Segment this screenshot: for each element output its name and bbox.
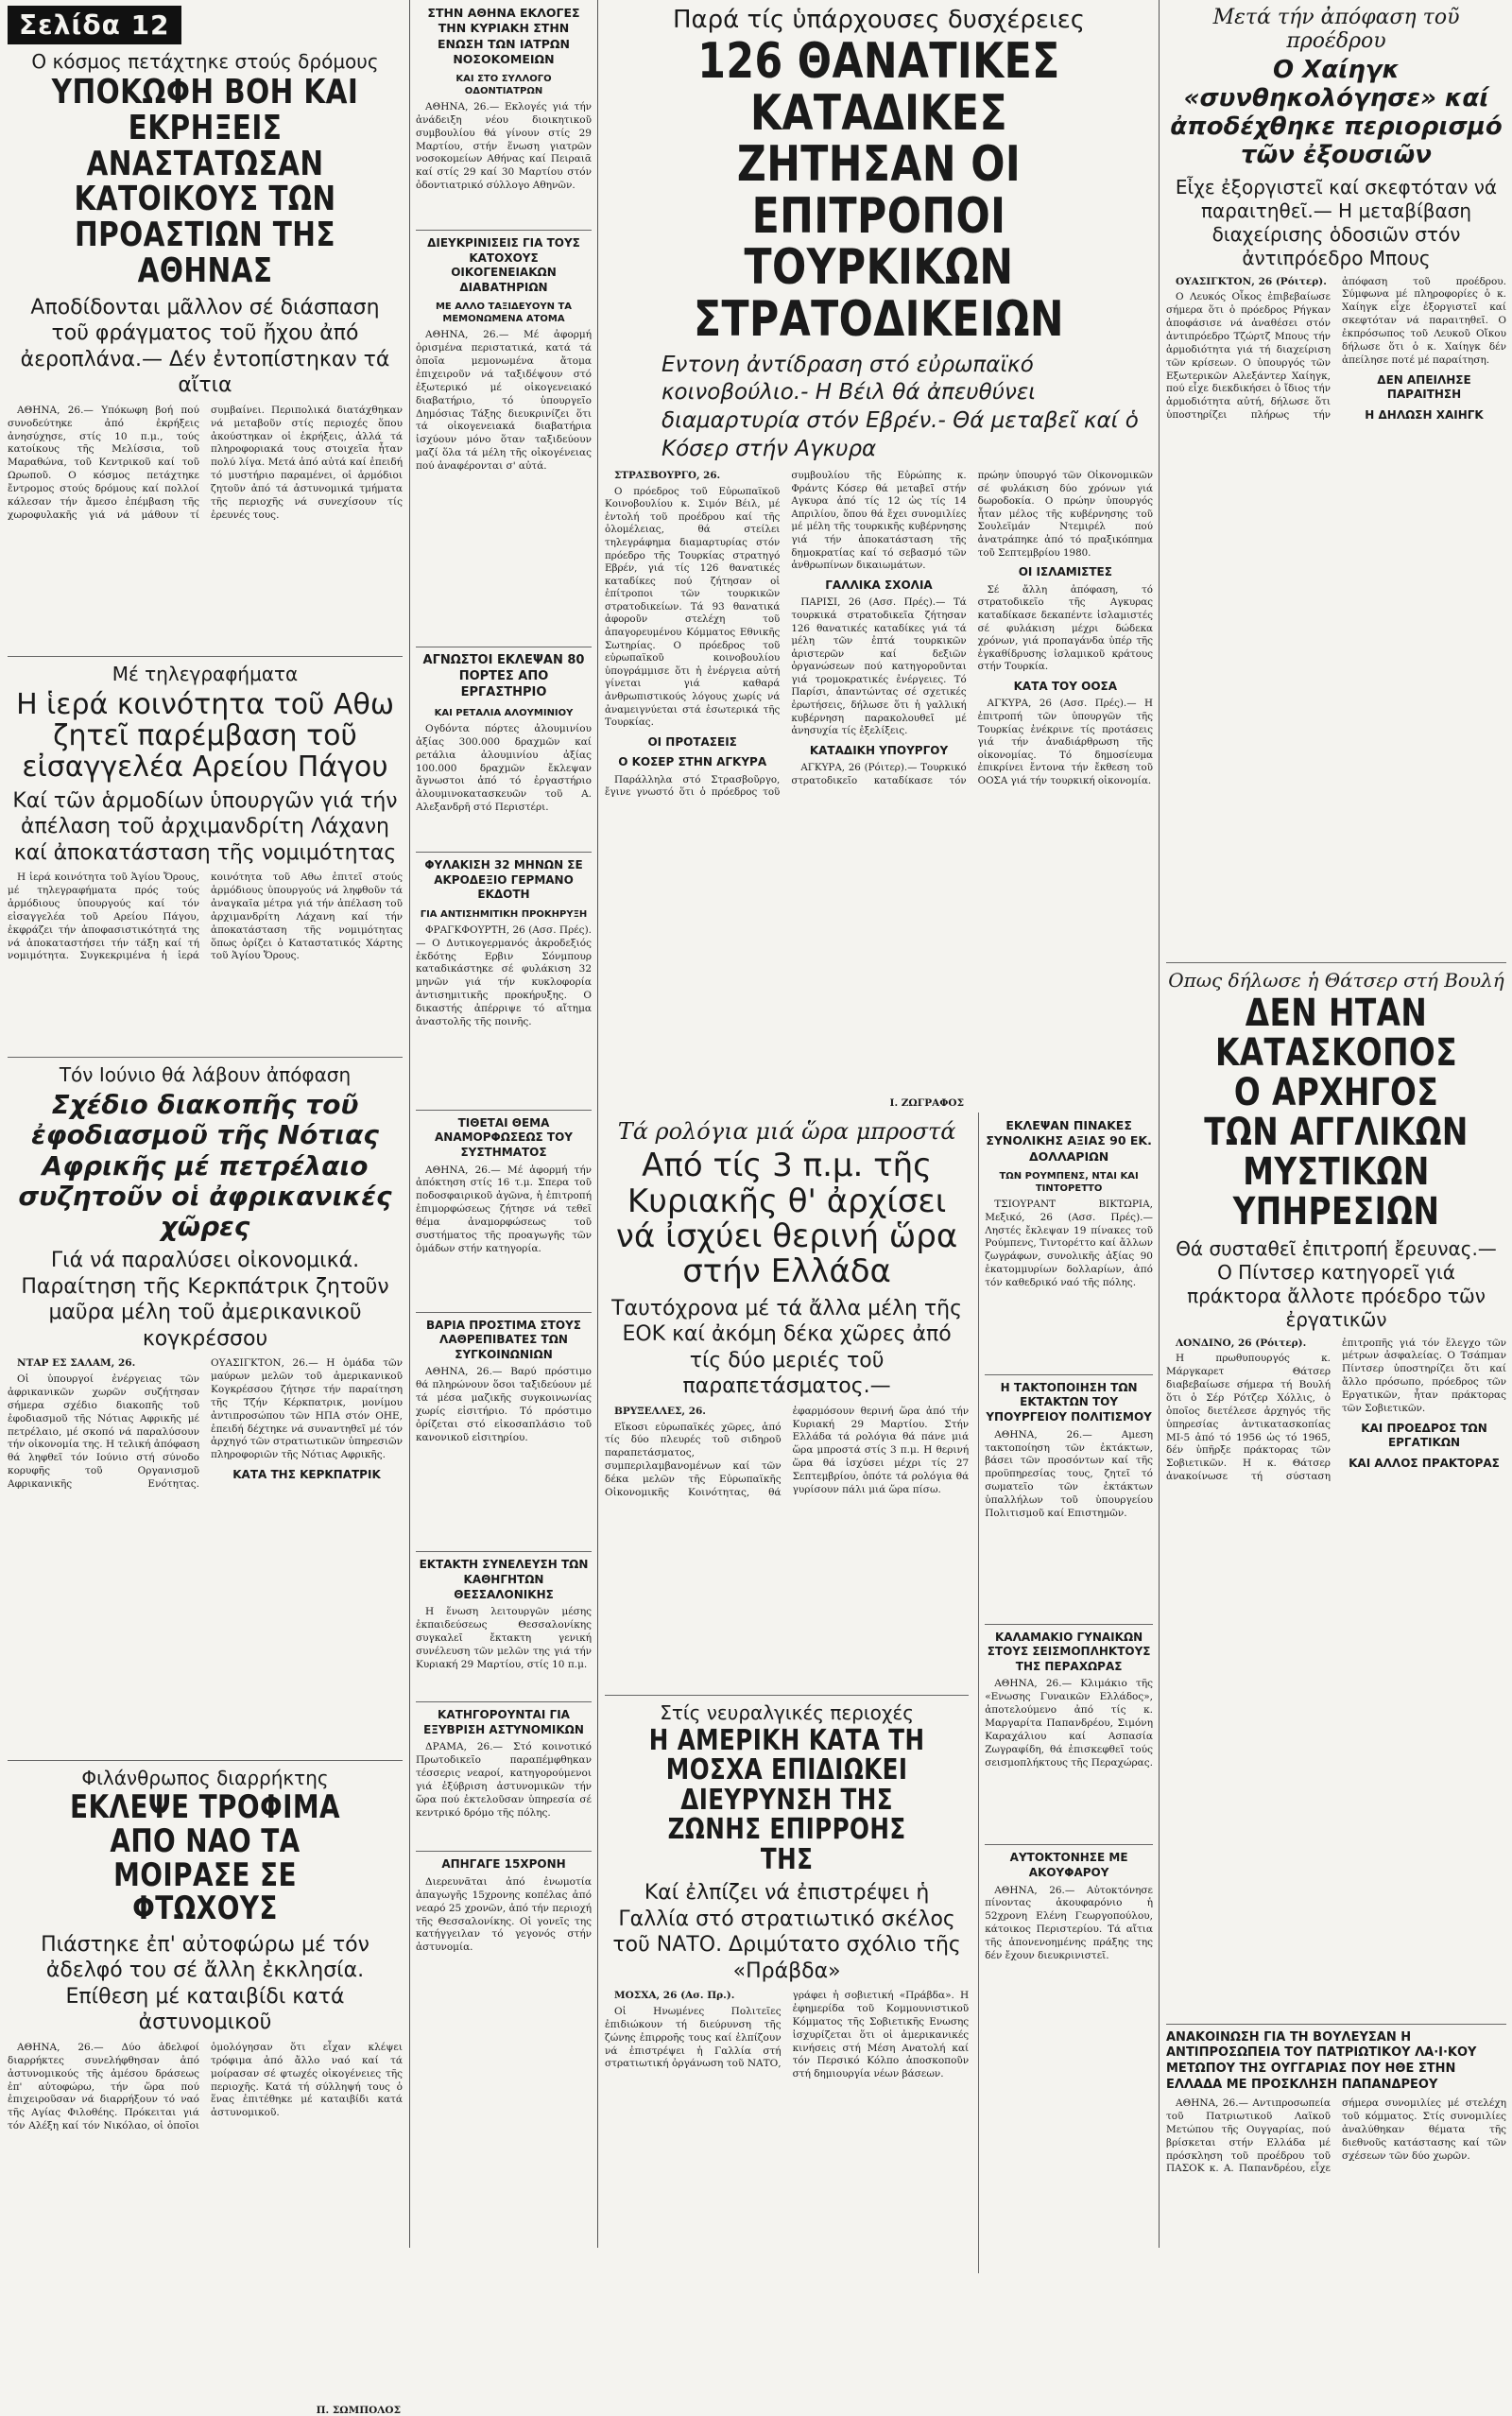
article-body-text: ΠΑΡΙΣΙ, 26 (Ασσ. Πρές).— Τά τουρκικά στρατοδικεῖα ζήτησαν 126 θανατικές καταδίκες γιά τά μέλη τῶν ἐπτά τουρκικῶν ἀριστερῶν καί δεξιῶν ὀργανώσεων πού κατηγοροῦνται γιά τρομοκρατικές ἐνέργειες. Τό Παρίσι, ἀπαντώντας σέ σχετικές ἐρωτήσεις, δήλωσε ὅτι ἡ γαλλική κυβέρνηση παρακολουθεῖ μέ ἀνησυχία τίς ἐξελίξεις. (791, 596, 967, 737)
article-kicker: Μετά τήν ἀπόφαση τοῦ προέδρου (1212, 6, 1460, 53)
article-headline: 126 ΘΑΝΑΤΙΚΕΣ ΚΑΤΑΔΙΚΕΣ ΖΗΤΗΣΑΝ ΟΙ ΕΠΙΤΡΟΠΟΙ ΤΟΥΡΚΙΚΩΝ ΣΤΡΑΤΟΔΙΚΕΙΩΝ (694, 33, 1064, 348)
brief-body-text: ΤΣΙΟΥΡΑΝΤ ΒΙΚΤΩΡΙΑ, Μεξικό, 26 (Ασσ. Πρές).— Ληστές ἔκλεψαν 19 πίνακες τοῦ Ρούμπενς, Τιντορέττο καί ἄλλων ζωγράφων, συνολικῆς ἀξίας 90 ἑκατομμυρίων δολλαρίων, ἀπό τόν καθεδρικό ναό τῆς πόλης. (985, 1198, 1153, 1289)
brief-subhead: ΚΑΙ ΣΤΟ ΣΥΛΛΟΓΟ ΟΔΟΝΤΙΑΤΡΩΝ (455, 74, 552, 96)
brief-body (416, 1165, 592, 1306)
article-headline: Από τίς 3 π.μ. τῆς Κυριακῆς θ' ἀρχίσει νά ἰσχύει θερινή ὥρα στήν Ελλάδα (615, 1147, 958, 1291)
article-deck: Εντονη ἀντίδραση στό εὐρωπαϊκό κοινοβούλιο.- Η Βέιλ θά ἀπευθύνει διαμαρτυρία στόν Εβρέν.- Θά μεταβεῖ καί ὁ Κόσερ στήν Αγκυρα (662, 352, 1139, 462)
brief-body (416, 1366, 592, 1545)
article-deck: Θά συσταθεῖ ἐπιτροπή ἔρευνας.— Ο Πίντσερ κατηγορεῖ γιά πράκτορα ἄλλοτε πρόεδρο τῶν ἐργατικῶν (1176, 1236, 1497, 1331)
brief-body-text: Διερευνᾶται ἀπό ἐνωμοτία ἀπαγωγῆς 15χρονης κοπέλας ἀπό νεαρό 25 χρονῶν, ἀπό τήν περιοχή τῆς Θεσσαλονίκης. Οἱ γονεῖς της κατήγγειλαν τό γεγονός στήν ἀστυνομία. (416, 1875, 592, 1954)
article-headline: ΔΕΝ ΗΤΑΝ ΚΑΤΑΣΚΟΠΟΣ Ο ΑΡΧΗΓΟΣ ΤΩΝ ΑΓΓΛΙΚΩΝ ΜΥΣΤΙΚΩΝ ΥΠΗΡΕΣΙΩΝ (1204, 991, 1469, 1234)
article-subhead: ΟΙ ΙΣΛΑΜΙΣΤΕΣ (1018, 565, 1112, 579)
article-body (1166, 1337, 1506, 2018)
article-turkish-death-sentences (605, 6, 1153, 1109)
brief-body-text: Η ἕνωση λειτουργῶν μέσης ἐκπαιδεύσεως Θεσσαλονίκης συγκαλεῖ ἔκτακτη γενική συνέλευση τῶν μελῶν της γιά τήν Κυριακή 29 Μαρτίου, στίς 10 π.μ. (416, 1606, 592, 1670)
article-subhead: ΚΑΤΑΔΙΚΗ ΥΠΟΥΡΓΟΥ (809, 743, 949, 757)
brief-headline: ΤΙΘΕΤΑΙ ΘΕΜΑ ΑΝΑΜΟΡΦΩΣΕΩΣ ΤΟΥ ΣΥΣΤΗΜΑΤΟΣ (434, 1115, 573, 1160)
article-body (1166, 2097, 1506, 2381)
article-headline: Ο Χαίηγκ «συνθηκολόγησε» καί ἀποδέχθηκε περιορισμό τῶν ἐξουσιῶν (1170, 56, 1503, 169)
brief-headline: ΣΤΗΝ ΑΘΗΝΑ ΕΚΛΟΓΕΣ ΤΗΝ ΚΥΡΙΑΚΗ ΣΤΗΝ ΕΝΩΣΗ ΤΩΝ ΙΑΤΡΩΝ ΝΟΣΟΚΟΜΕΙΩΝ (427, 6, 580, 66)
article-dateline: ΟΥΑΣΙΓΚΤΟΝ, 26 (Ρόιτερ). (1176, 275, 1327, 287)
brief-headline: ΚΑΤΗΓΟΡΟΥΝΤΑΙ ΓΙΑ ΕΞΥΒΡΙΣΗ ΑΣΤΥΝΟΜΙΚΩΝ (423, 1708, 584, 1736)
brief-body-text: ΑΘΗΝΑ, 26.— Αὐτοκτόνησε πίνοντας ἀκουφαρόνιο ἡ 52χρονη Ελένη Γεωργοπούλου, κάτοικος Περιστερίου. Τά αἴτια τῆς ἀπονενοημένης πράξης της δέν ἔχουν διευκρινιστεῖ. (985, 1884, 1153, 1961)
article-subhead: ΚΑΙ ΑΛΛΟΣ ΠΡΑΚΤΟΡΑΣ (1349, 1456, 1500, 1470)
article-subhead: ΚΑΙ ΠΡΟΕΔΡΟΣ ΤΩΝ ΕΡΓΑΤΙΚΩΝ (1361, 1421, 1487, 1450)
brief-body (416, 329, 592, 641)
lower-left-stories (605, 1113, 969, 2273)
article-subhead: ΚΑΤΑ ΤΟΥ ΟΟΣΑ (1013, 679, 1118, 693)
article-body-text: ΑΓΚΥΡΑ, 26 (Ρόιτερ).— Τουρκικό στρατοδικεῖο καταδίκασε τόν πρώην ὑπουργό τῶν Οἰκονομικῶν σέ φυλάκιση δύο χρόνων γιά δωροδοκία. Ο πρώην ὑπουργός ἦταν μέλος τῆς κυβέρνησης τοῦ Σουλεϊμάν Ντεμιρέλ πού ἀνατράπηκε ἀπό τό πραξικόπημα τοῦ Σεπτεμβρίου 1980. (791, 470, 1153, 786)
brief-headline: ΑΓΝΩΣΤΟΙ ΕΚΛΕΨΑΝ 80 ΠΟΡΤΕΣ ΑΠΟ ΕΡΓΑΣΤΗΡΙΟ (422, 653, 585, 700)
brief-subhead: ΓΙΑ ΑΝΤΙΣΗΜΙΤΙΚΗ ΠΡΟΚΗΡΥΞΗ (420, 908, 588, 920)
page-number-label: Σελίδα 12 (8, 6, 181, 44)
brief-headline: ΑΠΗΓΑΓΕ 15ΧΡΟΝΗ (441, 1857, 566, 1872)
article-subhead: Ο ΚΟΣΕΡ ΣΤΗΝ ΑΓΚΥΡΑ (618, 755, 767, 769)
article-body-text: Η πρωθυπουργός κ. Μάργκαρετ Θάτσερ διαβεβαίωσε σήμερα τή Βουλή ὅτι ὁ Σέρ Ρότζερ Χόλλις, ὁ ὁποῖος διετέλεσε ἀρχηγός τῆς ὑπηρεσίας ἀντικατασκοπίας ΜΙ-5 ἀπό τό 1956 ὡς τό 1965, δέν ὑπῆρξε πράκτορας τῶν Σοβιετικῶν. Η κ. Θάτσερ ἀνακοίνωσε τή σύσταση ἐπιτροπῆς γιά τόν ἔλεγχο τῶν μέτρων ἀσφαλείας. Ο Τσάπμαν Πίντσερ ὑποστηρίζει ὅτι καί ἄλλο πρόσωπο, πρόεδρος τῶν Εργατικῶν, ἦταν πράκτορας τῶν Σοβιετικῶν. (1166, 1337, 1506, 1483)
article-body-text: Η ἱερά κοινότητα τοῦ Ἁγίου Ὄρους, μέ τηλεγραφήματα πρός τούς ἁρμόδιους ὑπουργούς καί τόν εἰσαγγελέα τοῦ Αρείου Πάγου, ἐκφράζει τήν ἀποφασιστικότητά της νά ἀποκαταστήσει τήν τάξη καί τή νομιμότητα. Συγκεκριμένα ἡ ἱερά κοινότητα τοῦ Αθω ἐπιτεῖ στούς ἁρμόδιους ὑπουργούς νά ληφθοῦν τά ἀναγκαῖα μέτρα γιά τήν ἀπέλαση τοῦ ἀρχιμανδρίτη Λάχανη καί τήν ἀποκατάσταση τῆς νομιμότητας ὅπως ὁρίζει ὁ Καταστατικός Χάρτης τοῦ Ἁγίου Ὄρους. (8, 871, 403, 962)
article-kicker: Παρά τίς ὑπάρχουσες δυσχέρειες (672, 6, 1086, 34)
article-kicker: Οπως δήλωσε ἡ Θάτσερ στή Βουλή (1168, 968, 1504, 992)
article-body (1166, 276, 1506, 957)
article-dateline: ΛΟΝΔΙΝΟ, 26 (Ρόιτερ). (1176, 1337, 1307, 1349)
article-headline: ΕΚΛΕΨΕ ΤΡΟΦΙΜΑ ΑΠΟ ΝΑΟ ΤΑ ΜΟΙΡΑΣΕ ΣΕ ΦΤΩΧΟΥΣ (69, 1788, 341, 1928)
brief-subhead: ΜΕ ΑΛΛΟ ΤΑΞΙΔΕΥΟΥΝ ΤΑ ΜΕΜΟΝΩΜΕΝΑ ΑΤΟΜΑ (435, 302, 573, 325)
article-subhead: Η ΔΗΛΩΣΗ ΧΑΙΗΓΚ (1365, 407, 1484, 422)
column-3-4 (605, 0, 1153, 2248)
brief-body-text: Ογδόντα πόρτες ἀλουμινίου ἀξίας 300.000 δραχμῶν καί ρετάλια ἀλουμινίου ἀξίας 100.000 δραχμῶν ἔκλεψαν ἄγνωστοι ἀπό τό ἐργαστήριο ἀλουμινοκατασκευῶν τοῦ Α. Αλεξανδρῆ στό Περιστέρι. (416, 723, 592, 814)
brief-body-text: ΑΘΗΝΑ, 26.— Μέ ἀφορμή ὁρισμένα περιστατικά, κατά τά ὁποῖα μεμονωμένα ἄτομα ἐπιχειροῦν νά ταξιδέψουν στό ἐξωτερικό μέ οἰκογενειακό διαβατήριο, τό ὑπουργεῖο Δημόσιας Τάξης διευκρινίζει ὅτι τά οἰκογενειακά διαβατήρια ἰσχύουν μόνο ὅταν ταξιδεύουν μαζί ὅλα τά μέλη τῆς οἰκογένειας πού ἀναφέρονται σ' αὐτά. (416, 329, 592, 472)
article-body-text: Οἱ Ηνωμένες Πολιτεῖες ἐπιδιώκουν τή διεύρυνση τῆς ζώνης ἐπιρροῆς τους καί ἐλπίζουν νά ἐπιστρέψει ἡ Γαλλία στή στρατιωτική ὀργάνωση τοῦ ΝΑΤΟ, γράφει ἡ σοβιετική «Πράβδα». Η ἐφημερίδα τοῦ Κομμουνιστικοῦ Κόμματος τῆς Σοβιετικῆς Ενωσης ἰσχυρίζεται ὅτι οἱ ἀμερικανικές κινήσεις στή Μέση Ανατολή καί τόν Περσικό Κόλπο ἀποσκοποῦν στή δημιουργία νέων βάσεων. (605, 1990, 970, 2080)
brief-body (985, 1678, 1153, 1838)
article-haig (1166, 6, 1506, 957)
brief-body-text: ΑΘΗΝΑ, 26.— Κλιμάκιο τῆς «Ενωσης Γυναικῶν Ελλάδος», ἀποτελούμενο ἀπό τίς κ. Μαργαρίτα Παπανδρέου, Σιμόνη Καραχάλιου καί Ασπασία Ζωγραφίδη, θά ἐπισκεφθεῖ τούς σεισμοπλήκτους τῆς Περαχώρας. (985, 1678, 1153, 1769)
article-body (8, 1357, 403, 1754)
column-5 (1166, 0, 1506, 2248)
brief-body (985, 1199, 1153, 1369)
article-body-text: Ο πρόεδρος τοῦ Εὐρωπαϊκοῦ Κοινοβουλίου κ. Σιμόν Βέιλ, μέ ἐντολή τοῦ προέδρου καί τῆς ὁλομέλειας, θά στείλει τηλεγράφημα διαμαρτυρίας στόν πρόεδρο τῆς Τουρκίας στρατηγό Εβρέν, γιά τίς 126 θανατικές καταδίκες πού ζήτησαν οἱ ἐπίτροποι τῶν τουρκικῶν στρατοδικείων. Τά 93 θανατικά ἀφοροῦν στελέχη τοῦ ἀπαγορευμένου Κόμματος Εθνικῆς Σωτηρίας. Ο πρόεδρος τοῦ εὐρωπαϊκοῦ κοινοβουλίου ὑπογράμμισε ὅτι ἡ ἐνέργεια αὐτή γίνεται γιά καθαρά ἀνθρωπιστικούς λόγους χωρίς νά ἀναμειγνύεται στά ἐσωτερικά τῆς Τουρκίας. (605, 485, 781, 729)
article-body-text: Οἱ ὑπουργοί ἐνέργειας τῶν ἀφρικανικῶν χωρῶν συζήτησαν σήμερα σχέδιο διακοπῆς τοῦ ἐφοδιασμοῦ τῆς Νότιας Αφρικῆς μέ πετρέλαιο, μέ σκοπό νά παραλύσουν τήν οἰκονομία της. Η τελική ἀπόφαση θά ληφθεῖ τόν Ιούνιο στή σύνοδο κορυφῆς τοῦ Οργανισμοῦ Αφρικανικῆς Ενότητας. ΟΥΑΣΙΓΚΤΟΝ, 26.— Η ὁμάδα τῶν μαύρων μελῶν τοῦ ἀμερικανικοῦ Κογκρέσσου ζήτησε τήν παραίτηση τῆς Τζήν Κέρκπατρικ, μονίμου ἀντιπροσώπου τῶν ΗΠΑ στόν ΟΗΕ, ἐπειδή δέχτηκε νά συναντηθεῖ μέ τόν ἀρχηγό τῶν στρατιωτικῶν ὑπηρεσιῶν πληροφοριῶν τῆς Νότιας Αφρικῆς. (8, 1357, 403, 1490)
article-hungary-delegation (1166, 2030, 1506, 2382)
brief-subhead: ΤΩΝ ΡΟΥΜΠΕΝΣ, ΝΤΑΙ ΚΑΙ ΤΙΝΤΟΡΕΤΤΟ (999, 1170, 1139, 1194)
article-body (8, 405, 403, 650)
article-explosions (8, 50, 403, 650)
article-body-text: ΑΘΗΝΑ, 26.— Υπόκωφη βοή πού συνοδεύτηκε ἀπό ἐκρήξεις ἀνησύχησε, στίς 10 π.μ., τούς κατοίκους τῆς Μελίσσια, τοῦ Μαραθώνα, τοῦ Κεντρικοῦ καί τοῦ Ωρωποῦ. Ο κόσμος πετάχτηκε ἔντρομος στούς δρόμους καί πολλοί κάλεσαν τήν ἄμεσο ἐπέμβαση τῆς χωροφυλακῆς γιά νά μάθουν τί συμβαίνει. Περιπολικά διατάχθηκαν νά μεταβοῦν στίς περιοχές ὅπου ἀκούστηκαν οἱ ἐκρήξεις, ἀλλά τά πληροφοριακά τους στοιχεῖα ἦταν πολύ λίγα. Μετά ἀπό αὐτά καί ἐπειδή τό μυστήριο παραμένει, οἱ ἁρμόδιοι ζητοῦν ἀπό τά ἀστυνομικά τμήματα τῆς περιοχῆς νά συνεχίσουν τίς ἐρευνές τους. (8, 404, 403, 521)
article-byline: Ι. ΖΩΓΡΑΦΟΣ (889, 1097, 964, 1110)
article-deck: Γιά νά παραλύσει οἰκονομικά. Παραίτηση τῆς Κερκπάτρικ ζητοῦν μαῦρα μέλη τοῦ ἀμερικανικοῦ κογκρέσσου (21, 1249, 389, 1351)
article-kicker: Στίς νευραλγικές περιοχές (660, 1700, 914, 1724)
article-deck: Αποδίδονται μᾶλλον σέ διάσπαση τοῦ φράγματος τοῦ ἤχου ἀπό ἀεροπλάνα.— Δέν ἐντοπίστηκαν τά αἴτια (20, 295, 390, 398)
article-body-text: Εἴκοσι εὐρωπαϊκές χῶρες, ἀπό τίς δύο πλευρές τοῦ σιδηροῦ παραπετάσματος, συμπεριλαμβανομένων καί τῶν δέκα μελῶν τῆς Εὐρωπαϊκῆς Οἰκονομικῆς Κοινότητας, θά ἐφαρμόσουν θερινή ὥρα ἀπό τήν Κυριακή 29 Μαρτίου. Στήν Ελλάδα τά ρολόγια θά πάνε μιά ὥρα μπροστά στίς 3 π.μ. Η θερινή ὥρα θά ἰσχύσει μέχρι τίς 27 Σεπτεμβρίου, ὁπότε τά ρολόγια θά γυρίσουν πάλι μιά ὥρα πίσω. (605, 1405, 970, 1498)
article-body-text: Παράλληλα στό Στρασβοῦργο, ἔγινε γνωστό ὅτι ὁ πρόεδρος τοῦ συμβουλίου τῆς Εὐρώπης κ. Φράντς Κόσερ θά μεταβεῖ στήν Αγκυρα ἀπό τίς 12 ὡς τίς 14 Απριλίου, ὅπου θά ἔχει συνομιλίες μέ μέλη τῆς τουρκικῆς κυβέρνησης γιά τήν ἀποκατάσταση τῆς δημοκρατίας καί τό σεβασμό τῶν ἀνθρωπίνων δικαιωμάτων. (605, 470, 967, 799)
article-deck: Εἶχε ἐξοργιστεῖ καί σκεφτόταν νά παραιτηθεῖ.— Η μεταβίβαση διαχείρισης ὁδοσιῶν στόν ἀντιπρόεδρο Μπους (1175, 175, 1498, 269)
brief-headline: Η ΤΑΚΤΟΠΟΙΗΣΗ ΤΩΝ ΕΚΤΑΚΤΩΝ ΤΟΥ ΥΠΟΥΡΓΕΙΟΥ ΠΟΛΙΤΙΣΜΟΥ (986, 1380, 1152, 1424)
article-body-text: ΑΓΚΥΡΑ, 26 (Ασσ. Πρές).— Η ἐπιτροπή τῶν ὑπουργῶν τῆς Τουρκίας ἐνέκρινε τίς προτάσεις γιά τήν ἀναδιάρθρωση τῆς οἰκονομίας. Τό δημοσίευμα ἐπικρίνει ἔντονα τήν ἔκθεση τοῦ ΟΟΣΑ γιά τήν τουρκική οἰκονομία. (977, 698, 1153, 786)
article-body (8, 2042, 403, 2401)
brief-body (416, 1741, 592, 1845)
article-deck: Καί τῶν ἁρμοδίων ὑπουργῶν γιά τήν ἀπέλαση τοῦ ἀρχιμανδρίτη Λάχανη καί ἀποκατάσταση τῆς νομιμότητας (12, 788, 398, 865)
brief-headline: ΕΚΛΕΨΑΝ ΠΙΝΑΚΕΣ ΣΥΝΟΛΙΚΗΣ ΑΞΙΑΣ 90 ΕΚ. ΔΟΛΛΑΡΙΩΝ (986, 1118, 1152, 1164)
article-thatcher-spy (1166, 969, 1506, 2018)
brief-headline: ΔΙΕΥΚΡΙΝΙΣΕΙΣ ΓΙΑ ΤΟΥΣ ΚΑΤΟΧΟΥΣ ΟΙΚΟΓΕΝΕΙΑΚΩΝ ΔΙΑΒΑΤΗΡΙΩΝ (427, 236, 580, 294)
article-dateline: ΒΡΥΞΕΛΛΕΣ, 26. (614, 1405, 706, 1417)
brief-headline: ΕΚΤΑΚΤΗ ΣΥΝΕΛΕΥΣΗ ΤΩΝ ΚΑΘΗΓΗΤΩΝ ΘΕΣΣΑΛΟΝΙΚΗΣ (419, 1558, 589, 1601)
article-deck: Ταυτόχρονα μέ τά ἄλλα μέλη τῆς ΕΟΚ καί ἀκόμη δέκα χῶρες ἀπό τίς δύο μεριές τοῦ παραπετάσματος.— (611, 1296, 963, 1399)
article-headline: ΥΠΟΚΩΦΗ ΒΟΗ ΚΑΙ ΕΚΡΗΞΕΙΣ ΑΝΑΣΤΑΤΩΣΑΝ ΚΑΤΟΙΚΟΥΣ ΤΩΝ ΠΡΟΑΣΤΙΩΝ ΤΗΣ ΑΘΗΝΑΣ (51, 73, 359, 290)
column-2 (416, 0, 592, 2248)
article-body (8, 871, 403, 1051)
brief-headline: ΑΥΤΟΚΤΟΝΗΣΕ ΜΕ ΑΚΟΥΦΑΡΟΥ (1009, 1851, 1128, 1880)
article-mount-athos (8, 663, 403, 1052)
brief-body (985, 1429, 1153, 1618)
article-deck: Πιάστηκε ἐπ' αὐτοφώρω μέ τόν ἀδελφό του σέ ἄλλη ἐκκλησία. Επίθεση μέ καταιβίδι κατά ἀστυνομικοῦ (41, 1932, 369, 2035)
brief-body-text: ΦΡΑΓΚΦΟΥΡΤΗ, 26 (Ασσ. Πρές).— Ο Δυτικογερμανός ἀκροδεξιός ἐκδότης Ερβιν Σόνμπουρ καταδικάστηκε σέ φυλάκιση 32 μηνῶν γιά τήν κυκλοφορία ἀντισημιτικῆς προκήρυξης. Ο δικαστής ἀπέρριψε τό αἴτημα ἀναστολῆς τῆς ποινῆς. (416, 923, 592, 1027)
article-philanthropic-burglar (8, 1767, 403, 2416)
article-body-text: Σέ ἄλλη ἀπόφαση, τό στρατοδικεῖο τῆς Αγκυρας καταδίκασε δεκαπέντε ἰσλαμιστές σέ φυλάκιση μέχρι δώδεκα χρόνων, γιά προπαγάνδα ὑπέρ τῆς ἐγκαθίδρυσης ἰσλαμικοῦ κράτους στήν Τουρκία. (977, 583, 1153, 673)
article-headline: Η ἱερά κοινότητα τοῦ Αθω ζητεῖ παρέμβαση τοῦ εἰσαγγελέα Αρείου Πάγου (16, 687, 394, 784)
article-subhead: ΚΑΤΑ ΤΗΣ ΚΕΡΚΠΑΤΡΙΚ (232, 1468, 381, 1482)
column-rule (597, 0, 598, 2248)
brief-body-text: ΑΘΗΝΑ, 26.— Εκλογές γιά τήν ἀνάδειξη νέου διοικητικοῦ συμβουλίου θά γίνουν στίς 29 Μαρτίου, στήν ἕνωση γιατρῶν νοσοκομείων Αθήνας καί Πειραιᾶ καί στίς 29 καί 30 Μαρτίου στόν ὀδοντιατρικό σύλλογο Αθηνῶν. (416, 101, 592, 192)
column-rule (1159, 0, 1160, 2248)
brief-subhead: ΚΑΙ ΡΕΤΑΛΙΑ ΑΛΟΥΜΙΝΙΟΥ (434, 708, 574, 719)
brief-body-text: ΑΘΗΝΑ, 26.— Μέ ἀφορμή τήν ἀπόκτηση στίς 16 τ.μ. Σπερα τοῦ ποδοσφαιρικοῦ ἀγῶνα, ἡ ἐπιτροπή ἐπιμορφώσεως ζήτησε νά τεθεῖ θέμα ἀναμορφώσεως τοῦ συστήματος τῆς προαγωγῆς τῶν ὁμάδων στήν κατηγορία. (416, 1164, 592, 1254)
column-1 (8, 0, 403, 2416)
brief-body-text: ΑΘΗΝΑ, 26.— Βαρύ πρόστιμο θά πληρώνουν ὅσοι ταξιδεύουν μέ τά μέσα μαζικῆς συγκοινωνίας χωρίς εἰσιτήριο. Τό πρόστιμο ὁρίζεται στό εἰκοσαπλάσιο τοῦ κανονικοῦ εἰσιτηρίου. (416, 1366, 592, 1443)
brief-body (416, 924, 592, 1104)
brief-headline: ΚΑΛΑΜΑΚΙΟ ΓΥΝΑΙΚΩΝ ΣΤΟΥΣ ΣΕΙΣΜΟΠΛΗΚΤΟΥΣ ΤΗΣ ΠΕΡΑΧΩΡΑΣ (987, 1630, 1151, 1673)
brief-body (416, 723, 592, 846)
article-body (605, 1990, 969, 2273)
article-dateline: ΜΟΣΧΑ, 26 (Ασ. Πρ.). (614, 1990, 735, 2002)
article-dateline: ΣΤΡΑΣΒΟΥΡΓΟ, 26. (614, 470, 721, 482)
article-dateline: ΝΤΑΡ ΕΣ ΣΑΛΑΜ, 26. (17, 1357, 136, 1370)
article-kicker: Φιλάνθρωπος διαρρήκτης (81, 1767, 329, 1790)
lower-right-briefs (978, 1113, 1153, 2273)
article-body-text: ΑΘΗΝΑ, 26.— Δύο ἀδελφοί διαρρήκτες συνελήφθησαν ἀπό ἀστυνομικούς τῆς ἀμέσου δράσεως ἐπ' αὐτοφώρω, τήν ὥρα πού ἐπιχειροῦσαν νά διαρρήξουν τό ναό τῆς Αγίας Φιλοθέης. Πρόκειται γιά τόν Αλέξη καί τόν Νικόλαο, οἱ ὁποῖοι ὁμολόγησαν ὅτι εἶχαν κλέψει τρόφιμα ἀπό ἄλλο ναό καί τά μοίρασαν σέ φτωχές οἰκογένειες τῆς περιοχῆς. Κατά τή σύλληψή τους ὁ ἕνας ἐπιτέθηκε μέ καταιβίδι κατά ἀστυνομικοῦ. (8, 2041, 403, 2132)
article-body (605, 470, 1153, 1094)
brief-body (416, 1606, 592, 1696)
brief-headline: ΒΑΡΙΑ ΠΡΟΣΤΙΜΑ ΣΤΟΥΣ ΛΑΘΡΕΠΙΒΑΤΕΣ ΤΩΝ ΣΥΓΚΟΙΝΩΝΙΩΝ (426, 1318, 581, 1361)
brief-body (416, 101, 592, 224)
article-body-text: ΑΘΗΝΑ, 26.— Αντιπροσωπεία τοῦ Πατριωτικοῦ Λαϊκοῦ Μετώπου τῆς Ουγγαρίας, πού βρίσκεται στήν Ελλάδα μέ πρόσκληση τοῦ προέδρου τοῦ ΠΑΣΟΚ κ. Α. Παπανδρέου, εἶχε σήμερα συνομιλίες μέ στελέχη τοῦ κόμματος. Στίς συνομιλίες ἀναλύθηκαν θέματα τῆς διεθνοῦς κατάστασης καί τῶν σχέσεων τῶν δύο χωρῶν. (1166, 2097, 1506, 2175)
article-kicker: Μέ τηλεγραφήματα (112, 662, 299, 685)
article-kicker: Τόν Ιούνιο θά λάβουν ἀπόφαση (59, 1063, 352, 1087)
article-kicker: Ο κόσμος πετάχτηκε στούς δρόμους (31, 50, 379, 73)
article-kicker: Τά ρολόγια μιά ὥρα μπροστά (617, 1118, 956, 1146)
article-deck: Καί ἐλπίζει νά ἐπιστρέψει ἡ Γαλλία στό στρατιωτικό σκέλος τοῦ ΝΑΤΟ. Δριμύτατο σχόλιο τῆς «Πράβδα» (612, 1881, 961, 1983)
article-headline: Σχέδιο διακοπῆς τοῦ ἐφοδιασμοῦ τῆς Νότιας Αφρικῆς μέ πετρέλαιο συζητοῦν οἱ ἀφρικανικές χῶρες (18, 1089, 392, 1243)
article-subhead: ΔΕΝ ΑΠΕΙΛΗΣΕ ΠΑΡΑΙΤΗΣΗ (1377, 372, 1471, 402)
article-south-africa-oil (8, 1063, 403, 1754)
article-body-text: Ο Λευκός Οἶκος ἐπιβεβαίωσε σήμερα ὅτι ὁ πρόεδρος Ρήγκαν ἀποφάσισε νά ἀναθέσει στόν ἀντιπρόεδρο Τζώρτζ Μπους τήν ἀρμοδιότητα γιά τή διαχείριση τῶν κρίσεων. Ο ὑπουργός τῶν Εξωτερικῶν Αλεξάντερ Χαίηγκ, πού εἶχε διεκδικήσει ὁ ἴδιος τήν ἀρμοδιότητα αὐτή, δήλωσε ὅτι ὑποστηρίζει πλήρως τήν ἀπόφαση τοῦ προέδρου. Σύμφωνα μέ πληροφορίες ὁ κ. Χαίηγκ εἶχε ἐξοργιστεῖ καί σκεφτόταν νά παραιτηθεῖ. Ο ἐκπρόσωπος τοῦ Λευκοῦ Οἴκου δήλωσε ὅτι ὁ κ. Χαίηγκ δέν ἀπείλησε ποτέ μέ παραίτηση. (1166, 275, 1506, 422)
article-headline: ΑΝΑΚΟΙΝΩΣΗ ΓΙΑ ΤΗ ΒΟΥΛΕΥΣΑΝ Η ΑΝΤΙΠΡΟΣΩΠΕΙΑ ΤΟΥ ΠΑΤΡΙΩΤΙΚΟΥ ΛΑ·Ι·ΚΟΥ ΜΕΤΩΠΟΥ ΤΗΣ ΟΥΓΓΑΡΙΑΣ ΠΟΥ ΗΘΕ ΣΤΗΝ ΕΛΛΑΔΑ ΜΕ ΠΡΟΣΚΛΗΣΗ ΠΑΠΑΝΔΡΕΟΥ (1166, 2029, 1477, 2093)
brief-body-text: ΑΘΗΝΑ, 26.— Αμεση τακτοποίηση τῶν ἐκτάκτων, βάσει τῶν προσόντων καί τῆς προϋπηρεσίας τους, ζητεῖ τό σωματεῖο τῶν ἐκτάκτων ὑπαλλήλων τοῦ ὑπουργείου Πολιτισμοῦ καί Επιστημῶν. (985, 1428, 1153, 1519)
brief-body (416, 1876, 592, 1980)
brief-body (985, 1885, 1153, 1989)
article-subhead: ΓΑΛΛΙΚΑ ΣΧΟΛΙΑ (825, 578, 933, 592)
article-byline: Π. ΣΩΜΠΟΛΟΣ (316, 2404, 401, 2416)
column-rule (409, 0, 410, 2248)
article-subhead: ΟΙ ΠΡΟΤΑΣΕΙΣ (647, 734, 737, 749)
article-headline: Η ΑΜΕΡΙΚΗ ΚΑΤΑ ΤΗ ΜΟΣΧΑ ΕΠΙΔΙΩΚΕΙ ΔΙΕΥΡΥΝΣΗ ΤΗΣ ΖΩΝΗΣ ΕΠΙΡΡΟΗΣ ΤΗΣ (648, 1723, 925, 1876)
brief-headline: ΦΥΛΑΚΙΣΗ 32 ΜΗΝΩΝ ΣΕ ΑΚΡΟΔΕΞΙΟ ΓΕΡΜΑΝΟ ΕΚΔΟΤΗ (424, 858, 583, 902)
article-body (605, 1406, 969, 1689)
brief-body-text: ΔΡΑΜΑ, 26.— Στό κοινοτικό Πρωτοδικεῖο παραπέμφθηκαν τέσσερις νεαροί, κατηγορούμενοι γιά ἐξύβριση ἀστυνομικῶν τήν ὥρα πού ἐκτελοῦσαν ὑπηρεσία σέ κεντρικό δρόμο τῆς πόλης. (416, 1741, 592, 1819)
